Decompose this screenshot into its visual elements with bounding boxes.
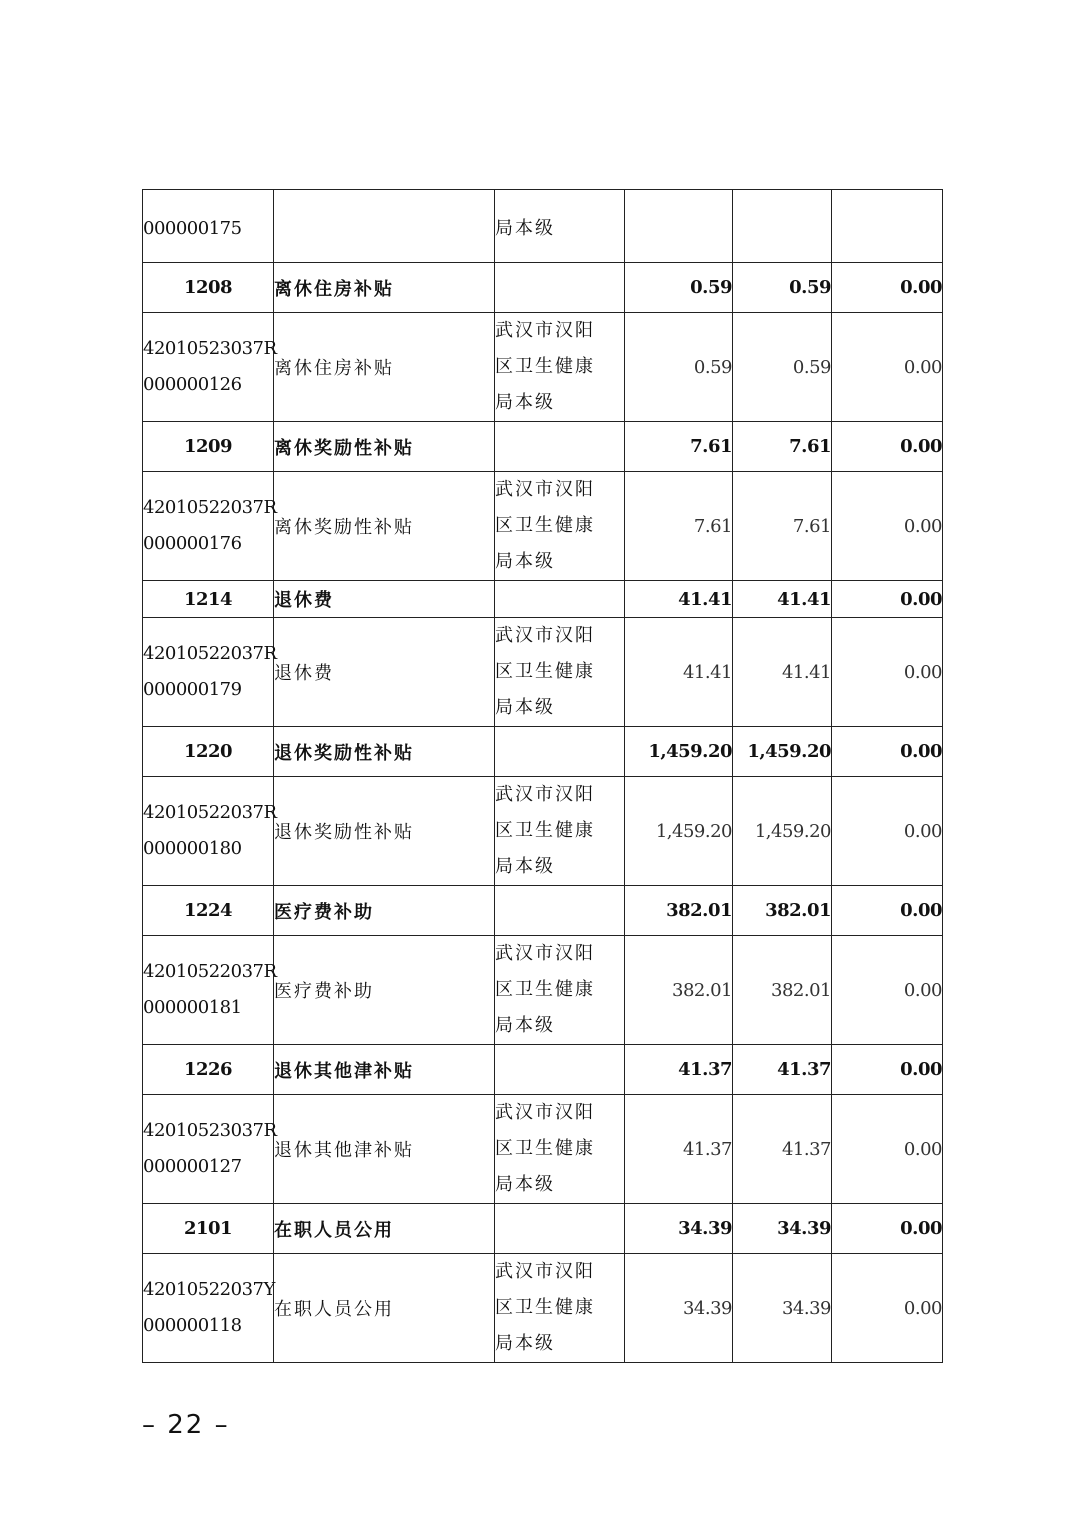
- amount-col2: 382.01: [733, 936, 832, 1045]
- unit-name-line: 武汉市汉阳: [495, 943, 595, 964]
- project-code: [143, 1254, 274, 1363]
- total-amount: 7.61: [625, 422, 733, 472]
- amount-col3: 0.00: [832, 472, 943, 581]
- project-code-line1: 42010523037R: [143, 1120, 277, 1141]
- detail-row: [143, 1254, 943, 1363]
- project-name: 离休住房补贴: [274, 313, 495, 422]
- summary-row: [143, 422, 943, 472]
- project-code-line2: 000000179: [143, 679, 242, 700]
- unit-name-line: 区卫生健康: [495, 515, 595, 536]
- project-name: 医疗费补助: [274, 936, 495, 1045]
- amount-col2: 1,459.20: [733, 777, 832, 886]
- detail-row: [143, 618, 943, 727]
- unit-cell: [495, 263, 625, 313]
- summary-row: [143, 1204, 943, 1254]
- unit-name-line: 区卫生健康: [495, 979, 595, 1000]
- total-amount: 7.61: [625, 472, 733, 581]
- amount-col3: 0.00: [832, 581, 943, 618]
- unit-name-line: 局本级: [495, 392, 555, 413]
- project-code-line2: 000000127: [143, 1156, 242, 1177]
- category-name: 退休费: [274, 581, 495, 618]
- unit-name-line: 区卫生健康: [495, 1297, 595, 1318]
- amount-col3: 0.00: [832, 313, 943, 422]
- amount-col3: 0.00: [832, 936, 943, 1045]
- amount-col2: 7.61: [733, 422, 832, 472]
- total-amount: 34.39: [625, 1254, 733, 1363]
- project-code-line2: 000000175: [143, 218, 242, 239]
- amount-col2: 34.39: [733, 1204, 832, 1254]
- total-amount: 0.59: [625, 263, 733, 313]
- detail-row: [143, 777, 943, 886]
- amount-col3: 0.00: [832, 1254, 943, 1363]
- unit-name-line: 武汉市汉阳: [495, 1261, 595, 1282]
- unit-name-line: 武汉市汉阳: [495, 625, 595, 646]
- category-name: 退休奖励性补贴: [274, 727, 495, 777]
- project-code-line1: 42010522037R: [143, 643, 277, 664]
- project-code-line1: 42010523037R: [143, 338, 277, 359]
- summary-row: [143, 727, 943, 777]
- category-name: 离休奖励性补贴: [274, 422, 495, 472]
- project-code: [143, 313, 277, 422]
- project-code: [143, 936, 277, 1045]
- amount-col3: [832, 190, 943, 263]
- project-name: 退休其他津补贴: [274, 1095, 495, 1204]
- unit-name: [495, 777, 625, 886]
- project-code-line2: 000000118: [143, 1315, 242, 1336]
- project-name: 离休奖励性补贴: [274, 472, 495, 581]
- project-code: [143, 472, 277, 581]
- summary-row: [143, 886, 943, 936]
- category-name: 离休住房补贴: [274, 263, 495, 313]
- summary-row: [143, 263, 943, 313]
- project-name: 退休奖励性补贴: [274, 777, 495, 886]
- category-code: 2101: [143, 1204, 274, 1254]
- category-name: 退休其他津补贴: [274, 1045, 495, 1095]
- unit-name: [495, 190, 625, 263]
- unit-name: [495, 1095, 625, 1204]
- total-amount: 41.37: [625, 1045, 733, 1095]
- unit-cell: [495, 581, 625, 618]
- project-name: 退休费: [274, 618, 495, 727]
- amount-col2: 41.37: [733, 1045, 832, 1095]
- total-amount: [625, 190, 733, 263]
- unit-name-line: 局本级: [495, 856, 555, 877]
- unit-name-line: 局本级: [495, 697, 555, 718]
- unit-cell: [495, 886, 625, 936]
- amount-col2: 7.61: [733, 472, 832, 581]
- category-name: 医疗费补助: [274, 886, 495, 936]
- project-code: [143, 190, 274, 263]
- total-amount: 382.01: [625, 936, 733, 1045]
- project-code: [143, 1095, 277, 1204]
- category-code: 1226: [143, 1045, 274, 1095]
- amount-col2: 382.01: [733, 886, 832, 936]
- unit-name-line: 武汉市汉阳: [495, 1102, 595, 1123]
- unit-name: [495, 936, 625, 1045]
- unit-name-line: 局本级: [495, 1015, 555, 1036]
- unit-name-line: 局本级: [495, 218, 555, 239]
- total-amount: 0.59: [625, 313, 733, 422]
- unit-name: [495, 472, 625, 581]
- category-code: 1214: [143, 581, 274, 618]
- category-name: 在职人员公用: [274, 1204, 495, 1254]
- detail-row: [143, 936, 943, 1045]
- amount-col2: 41.41: [733, 581, 832, 618]
- total-amount: 41.37: [625, 1095, 733, 1204]
- unit-cell: [495, 1204, 625, 1254]
- total-amount: 41.41: [625, 618, 733, 727]
- amount-col2: 0.59: [733, 313, 832, 422]
- budget-table: [142, 189, 943, 1363]
- amount-col3: 0.00: [832, 263, 943, 313]
- amount-col3: 0.00: [832, 1045, 943, 1095]
- amount-col2: 41.41: [733, 618, 832, 727]
- detail-row: [143, 1095, 943, 1204]
- amount-col3: 0.00: [832, 886, 943, 936]
- category-code: 1209: [143, 422, 274, 472]
- total-amount: 1,459.20: [625, 727, 733, 777]
- project-code-line2: 000000181: [143, 997, 242, 1018]
- project-code-line1: 42010522037Y: [143, 1279, 275, 1300]
- unit-name-line: 区卫生健康: [495, 820, 595, 841]
- unit-name-line: 区卫生健康: [495, 1138, 595, 1159]
- unit-name-line: 武汉市汉阳: [495, 320, 595, 341]
- detail-row: [143, 472, 943, 581]
- amount-col3: 0.00: [832, 422, 943, 472]
- amount-col3: 0.00: [832, 777, 943, 886]
- project-code-line1: 42010522037R: [143, 802, 277, 823]
- amount-col2: 0.59: [733, 263, 832, 313]
- amount-col2: 34.39: [733, 1254, 832, 1363]
- unit-name-line: 区卫生健康: [495, 661, 595, 682]
- amount-col3: 0.00: [832, 727, 943, 777]
- project-code-line1: 42010522037R: [143, 497, 277, 518]
- project-code-line2: 000000180: [143, 838, 242, 859]
- amount-col3: 0.00: [832, 618, 943, 727]
- unit-name: [495, 618, 625, 727]
- project-code-line1: 42010522037R: [143, 961, 277, 982]
- project-code: [143, 777, 277, 886]
- project-code: [143, 618, 277, 727]
- project-code-line2: 000000126: [143, 374, 242, 395]
- table-body: [143, 190, 943, 1363]
- detail-row: [143, 190, 943, 263]
- unit-name-line: 局本级: [495, 551, 555, 572]
- summary-row: [143, 1045, 943, 1095]
- detail-row: [143, 313, 943, 422]
- unit-name-line: 武汉市汉阳: [495, 479, 595, 500]
- unit-cell: [495, 727, 625, 777]
- unit-cell: [495, 422, 625, 472]
- total-amount: 382.01: [625, 886, 733, 936]
- unit-name-line: 武汉市汉阳: [495, 784, 595, 805]
- total-amount: 34.39: [625, 1204, 733, 1254]
- page-number: – 22 –: [142, 1410, 230, 1440]
- total-amount: 1,459.20: [625, 777, 733, 886]
- amount-col2: 41.37: [733, 1095, 832, 1204]
- amount-col3: 0.00: [832, 1204, 943, 1254]
- amount-col3: 0.00: [832, 1095, 943, 1204]
- category-code: 1220: [143, 727, 274, 777]
- unit-name-line: 区卫生健康: [495, 356, 595, 377]
- amount-col2: 1,459.20: [733, 727, 832, 777]
- category-code: 1208: [143, 263, 274, 313]
- amount-col2: [733, 190, 832, 263]
- unit-name: [495, 313, 625, 422]
- unit-cell: [495, 1045, 625, 1095]
- project-code-line2: 000000176: [143, 533, 242, 554]
- project-name: 在职人员公用: [274, 1254, 495, 1363]
- unit-name-line: 局本级: [495, 1174, 555, 1195]
- total-amount: 41.41: [625, 581, 733, 618]
- project-name: [274, 190, 495, 263]
- summary-row: [143, 581, 943, 618]
- category-code: 1224: [143, 886, 274, 936]
- unit-name-line: 局本级: [495, 1333, 555, 1354]
- unit-name: [495, 1254, 625, 1363]
